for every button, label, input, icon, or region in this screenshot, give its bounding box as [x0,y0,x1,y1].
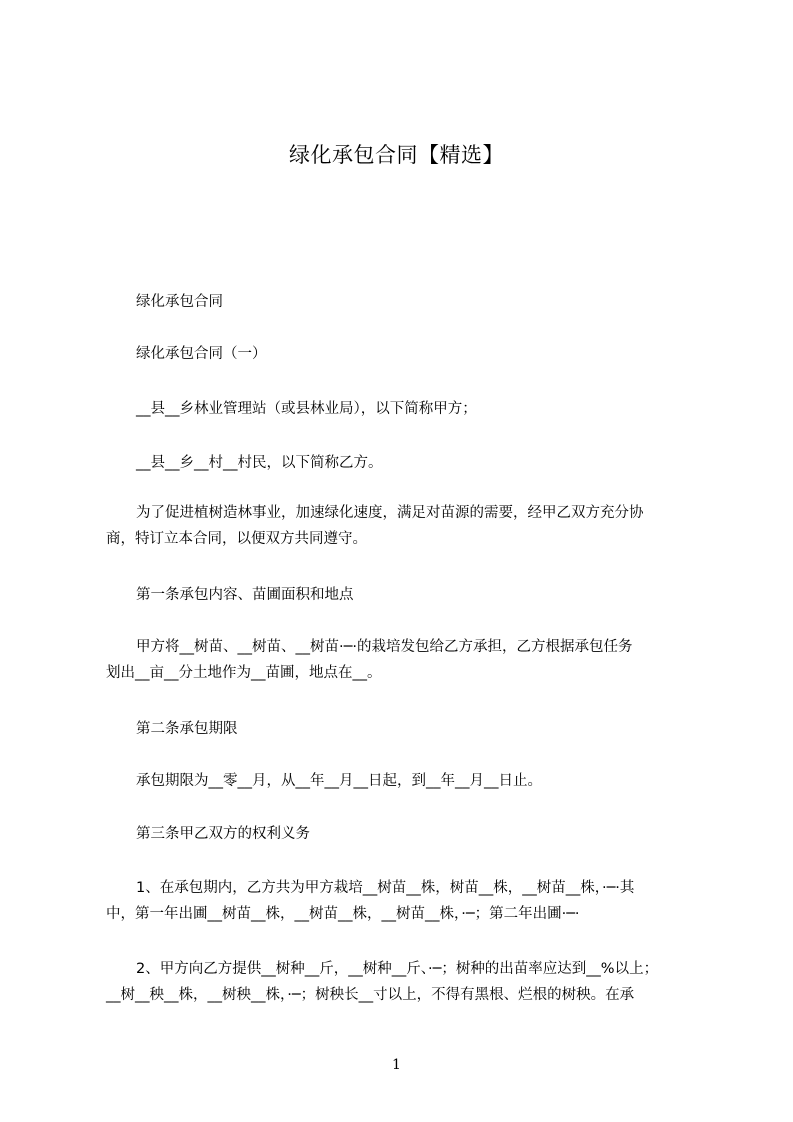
paragraph-line: 绿化承包合同（一） [136,346,267,362]
article-1-heading [106,582,726,608]
paragraph-line: 第一条承包内容、苗圃面积和地点 [136,587,354,603]
document-title: 绿化承包合同【精选】 [289,143,504,167]
paragraph-line: 1、在承包期内，乙方共为甲方栽培__树苗__株，树苗__株，__树苗__株，·─·其 [136,880,635,896]
paragraph-party-a [106,396,726,422]
paragraph-line: __树__秧__株，__树秧__株，·─；树秧长__寸以上，不得有黑根、烂根的树秧。在承 [106,987,635,1003]
paragraph-line: 2、甲方向乙方提供__树种__斤，__树种__斤、·─；树种的出苗率应达到__%以上； [136,961,659,977]
paragraph-line: 划出__亩__分土地作为__苗圃，地点在__。 [106,665,382,681]
article-3-item-2 [106,956,696,1008]
paragraph-line: 甲方将__树苗、__树苗、__树苗·─·的栽培发包给乙方承担，乙方根据承包任务 [136,639,633,655]
paragraph-party-b [106,450,726,476]
paragraph-line: __县__乡林业管理站（或县林业局），以下简称甲方； [136,401,477,417]
article-2-body [106,768,726,794]
article-1-body [106,634,696,686]
article-2-heading [106,716,726,742]
paragraph-line: 承包期限为__零__月，从__年__月__日起，到__年__月__日止。 [136,773,542,789]
paragraph-line: 为了促进植树造林事业，加速绿化速度，满足对苗源的需要，经甲乙双方充分协 [136,505,644,521]
article-3-heading [106,821,726,847]
article-3-item-1 [106,875,696,927]
paragraph-purpose [106,500,696,552]
paragraph-subheading [106,341,726,367]
paragraph-heading [106,289,726,315]
paragraph-line: 商，特订立本合同，以便双方共同遵守。 [106,531,367,547]
paragraph-line: 第三条甲乙双方的权利义务 [136,826,310,842]
paragraph-line: __县__乡__村__村民，以下简称乙方。 [136,455,383,471]
page-number: 1 [392,1057,401,1073]
paragraph-line: 中，第一年出圃__树苗__株，__树苗__株，__树苗__株，·─；第二年出圃·─· [106,906,580,922]
paragraph-line: 第二条承包期限 [136,721,238,737]
paragraph-line: 绿化承包合同 [136,294,223,310]
